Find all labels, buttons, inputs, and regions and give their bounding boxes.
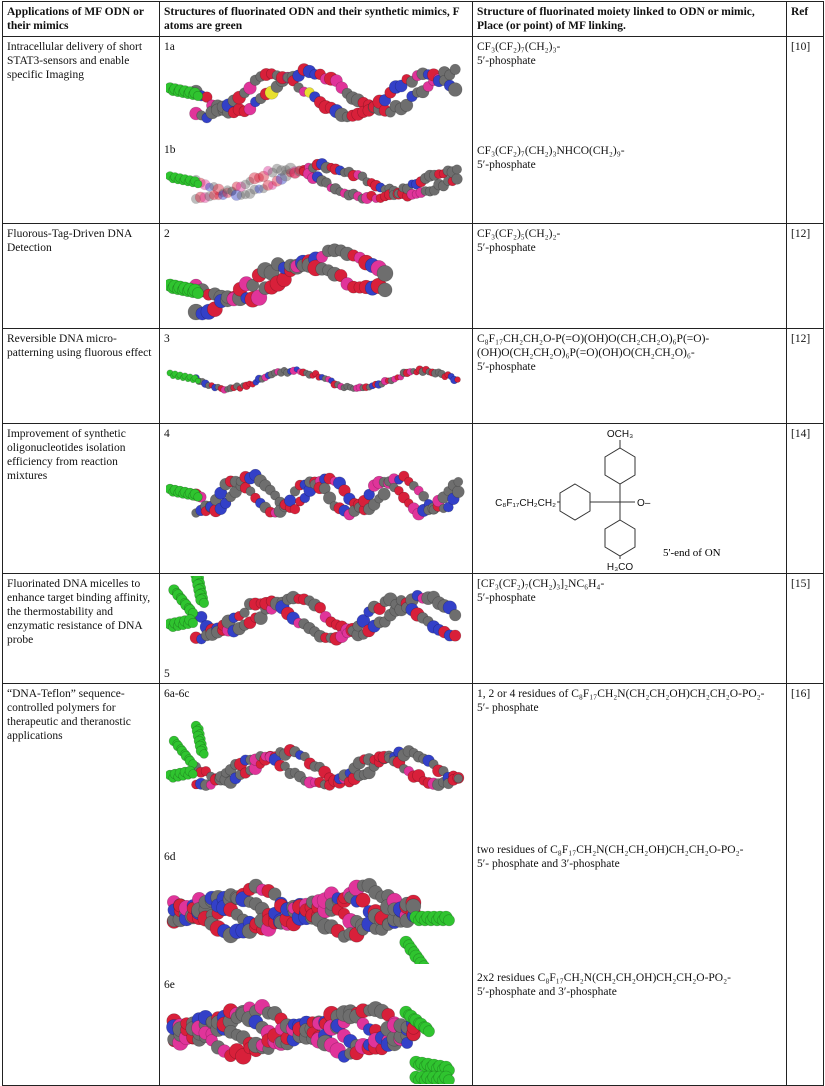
atom	[449, 609, 460, 620]
moiety-link-point: 5′-phosphate	[477, 159, 536, 171]
atom	[378, 283, 392, 297]
moiety-formula: two residues of C₈F₁₇CH₂N(CH₂CH₂OH)CH₂CH₂O-PO₂-	[477, 844, 744, 856]
atom	[452, 165, 461, 174]
table-row	[3, 329, 824, 424]
ref-cell: [14]	[787, 424, 824, 574]
molecule-2-image	[166, 240, 396, 326]
molecule-6d-image	[166, 864, 466, 964]
structure-cell	[160, 574, 473, 684]
fluorine-atom	[193, 91, 203, 101]
header-applications: Applications of MF ODN or their mimics	[3, 2, 160, 37]
methoxy-top-label: OCH₃	[606, 429, 634, 440]
atom	[452, 174, 463, 185]
fluorine-atom	[189, 770, 198, 779]
application-cell: Reversible DNA micro-patterning using fluorous effect	[3, 329, 160, 424]
atom	[448, 83, 462, 97]
moiety-link-point: 5′-phosphate	[477, 242, 536, 254]
structure-label: 6e	[164, 979, 175, 991]
molecule-3-image	[166, 343, 466, 419]
fluorine-atom	[195, 378, 201, 384]
header-structures: Structures of fluorinated ODN and their synthetic mimics, F atoms are green	[160, 2, 473, 37]
atom	[454, 477, 463, 486]
fluorine-atom	[443, 915, 454, 926]
atom	[450, 64, 460, 74]
moiety-link-point: 5′- phosphate and 3′-phosphate	[477, 858, 620, 870]
ref-cell: [16]	[787, 684, 824, 1086]
fluorine-atom	[194, 180, 202, 188]
moiety-link-point: 5′-phosphate	[477, 55, 536, 67]
atom	[377, 265, 393, 281]
structure-cell	[160, 37, 473, 224]
application-cell: “DNA-Teflon” sequence-controlled polymers for therapeutic and theranostic applications	[3, 684, 160, 1086]
fluorine-atom	[192, 288, 203, 299]
ref-cell: [12]	[787, 329, 824, 424]
structure-cell	[160, 224, 473, 329]
molecule-1a-image	[166, 55, 466, 137]
moiety-formula: CF₃(CF₂)₅(CH₂)₂-	[477, 228, 561, 240]
moiety-formula: 2x2 residues C₈F₁₇CH₂N(CH₂CH₂OH)CH₂CH₂O-PO₂-	[477, 972, 731, 984]
structure-label: 3	[164, 333, 170, 345]
structure-label: 1b	[164, 144, 176, 156]
structure-label: 1a	[164, 41, 175, 53]
moiety-formula: C₈F₁₇CH₂CH₂O-P(=O)(OH)O(CH₂CH₂O)₆P(=O)-	[477, 333, 710, 345]
moiety-cell	[473, 329, 787, 424]
table-row	[3, 684, 824, 1086]
structure-label: 2	[164, 228, 170, 240]
linking-point-note: 5'-end of ON	[663, 547, 721, 559]
methoxy-bottom-label: H₃CO	[606, 562, 634, 573]
atom	[452, 486, 464, 498]
molecule-1b-image	[166, 149, 466, 219]
fluorine-atom	[199, 598, 209, 608]
table-row	[3, 424, 824, 574]
application-cell: Fluorous-Tag-Driven DNA Detection	[3, 224, 160, 329]
moiety-formula: 1, 2 or 4 residues of C₈F₁₇CH₂N(CH₂CH₂OH)CH₂CH₂O-PO₂-	[477, 688, 765, 700]
molecule-4-image	[166, 442, 466, 552]
molecule-5-image	[166, 576, 466, 664]
table-row	[3, 574, 824, 684]
moiety-link-point: 5′-phosphate	[477, 361, 536, 373]
oxygen-link-label: O–	[637, 498, 651, 509]
moiety-link-point: 5′- phosphate	[477, 702, 539, 714]
moiety-formula: [CF₃(CF₂)₇(CH₂)₃]₂NC₆H₄-	[477, 578, 605, 590]
fluorinated-odn-table	[2, 1, 824, 1086]
dimethoxytrityl-fluorous-structure	[495, 426, 733, 573]
atom	[450, 630, 461, 641]
structure-cell	[160, 329, 473, 424]
table-row	[3, 37, 824, 224]
fluorine-atom	[423, 1026, 434, 1037]
application-cell: Fluorinated DNA micelles to enhance target binding affinity, the thermostability and enzymatic resistance of DNA probe	[3, 574, 160, 684]
atom	[455, 377, 461, 383]
header-ref: Ref	[787, 2, 824, 37]
moiety-link-point: 5′-phosphate	[477, 592, 536, 604]
structure-cell	[160, 424, 473, 574]
moiety-cell	[473, 37, 787, 224]
moiety-cell	[473, 224, 787, 329]
structure-label: 4	[164, 428, 170, 440]
moiety-link-point: 5′-phosphate and 3′-phosphate	[477, 986, 617, 998]
application-cell: Intracellular delivery of short STAT3-sensors and enable specific Imaging	[3, 37, 160, 224]
structure-label: 5	[164, 668, 170, 680]
fluorous-tail-label: C₈F₁₇CH₂CH₂	[495, 498, 556, 509]
molecule-6e-image	[166, 984, 466, 1084]
fluorine-atom	[200, 750, 209, 759]
molecule-6a-6c-image	[166, 700, 466, 820]
moiety-cell	[473, 424, 787, 574]
moiety-formula: (OH)O(CH₂CH₂O)₆P(=O)(OH)O(CH₂CH₂O)₆-	[477, 347, 695, 359]
application-cell: Improvement of synthetic oligonucleotides isolation efficiency from reaction mixtures	[3, 424, 160, 574]
structure-label: 6d	[164, 851, 176, 863]
moiety-cell	[473, 574, 787, 684]
ref-cell: [15]	[787, 574, 824, 684]
fluorine-atom	[443, 1075, 454, 1084]
atom	[454, 774, 463, 783]
moiety-cell	[473, 684, 787, 1086]
structure-label: 6a-6c	[164, 688, 190, 700]
structure-cell	[160, 684, 473, 1086]
atom	[378, 488, 390, 500]
fluorine-atom	[188, 618, 198, 628]
header-row	[3, 2, 824, 37]
table-row	[3, 224, 824, 329]
ref-cell: [12]	[787, 224, 824, 329]
header-moiety: Structure of fluorinated moiety linked to ODN or mimic, Place (or point) of MF linking.	[473, 2, 787, 37]
moiety-formula: CF₃(CF₂)₇(CH₂)₃NHCO(CH₂)₉-	[477, 145, 625, 157]
fluorine-atom	[194, 493, 203, 502]
moiety-formula: CF₃(CF₂)₇(CH₂)₃-	[477, 41, 561, 53]
ref-cell: [10]	[787, 37, 824, 224]
